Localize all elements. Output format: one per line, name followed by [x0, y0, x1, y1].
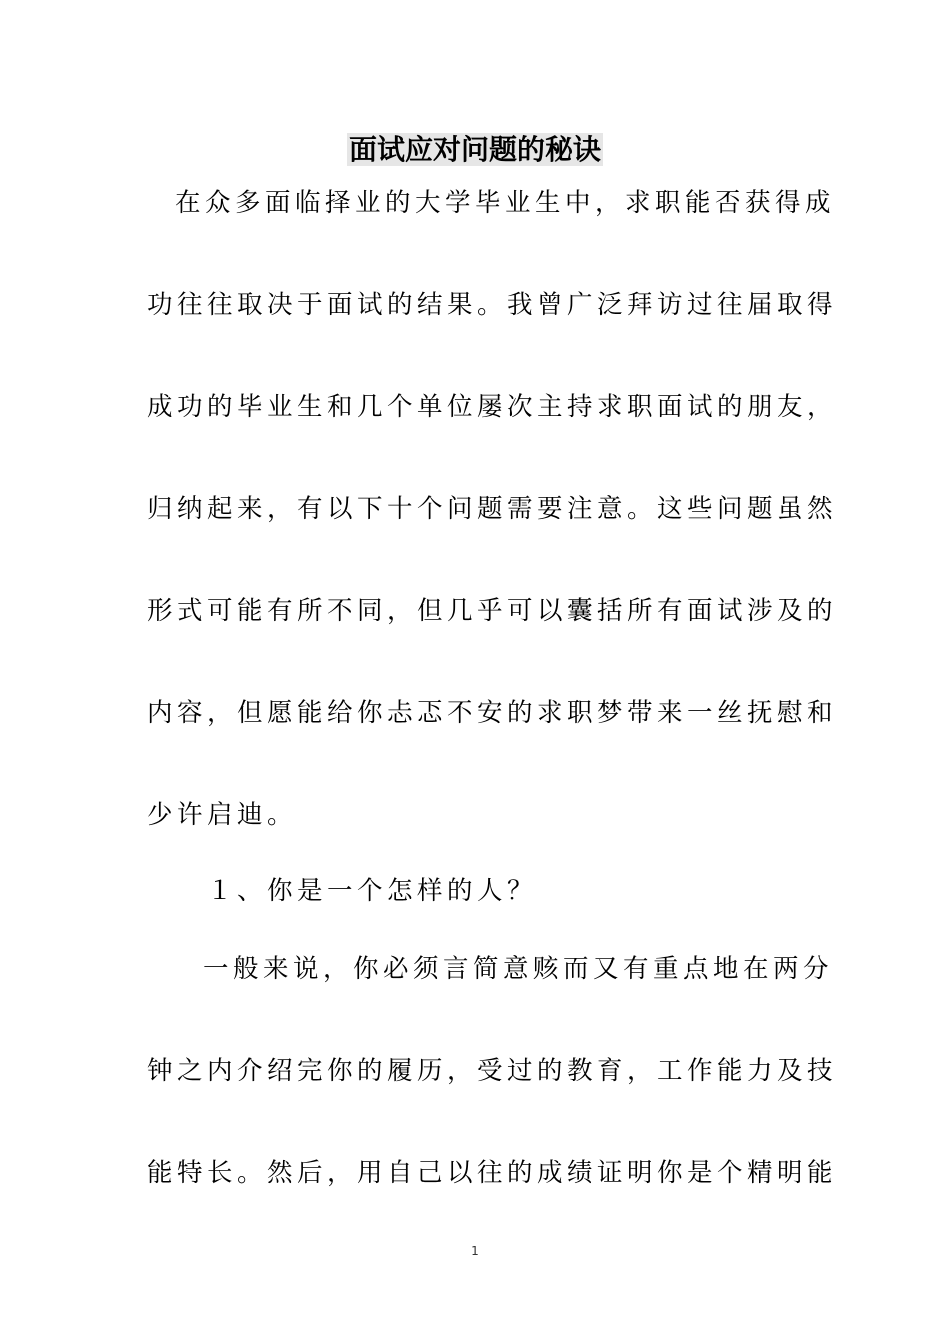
document-title-text: 面试应对问题的秘诀: [348, 133, 601, 166]
answer-line: 能特长。然后，用自己以往的成绩证明你是个精明能: [147, 1158, 838, 1188]
intro-line: 形式可能有所不同，但几乎可以囊括所有面试涉及的: [147, 596, 838, 626]
intro-line: 少许启迪。: [147, 800, 298, 830]
document-body: [147, 178, 838, 1250]
answer-line: 钟之内介绍完你的履历，受过的教育，工作能力及技: [147, 1056, 838, 1086]
question-heading-1: １、你是一个怎样的人？: [207, 876, 538, 906]
page-number: 1: [471, 1244, 479, 1258]
document-title: [0, 128, 950, 172]
answer-line: 一般来说，你必须言简意赅而又有重点地在两分: [203, 954, 834, 984]
intro-line: 成功的毕业生和几个单位屡次主持求职面试的朋友，: [147, 392, 838, 422]
answer-paragraph-1: [147, 944, 838, 1250]
intro-paragraph: [147, 178, 838, 866]
intro-line: 归纳起来，有以下十个问题需要注意。这些问题虽然: [147, 494, 838, 524]
intro-line: 功往往取决于面试的结果。我曾广泛拜访过往届取得: [147, 290, 838, 320]
intro-line: 内容，但愿能给你忐忑不安的求职梦带来一丝抚慰和: [147, 698, 838, 728]
intro-line: 在众多面临择业的大学毕业生中，求职能否获得成: [175, 188, 836, 218]
